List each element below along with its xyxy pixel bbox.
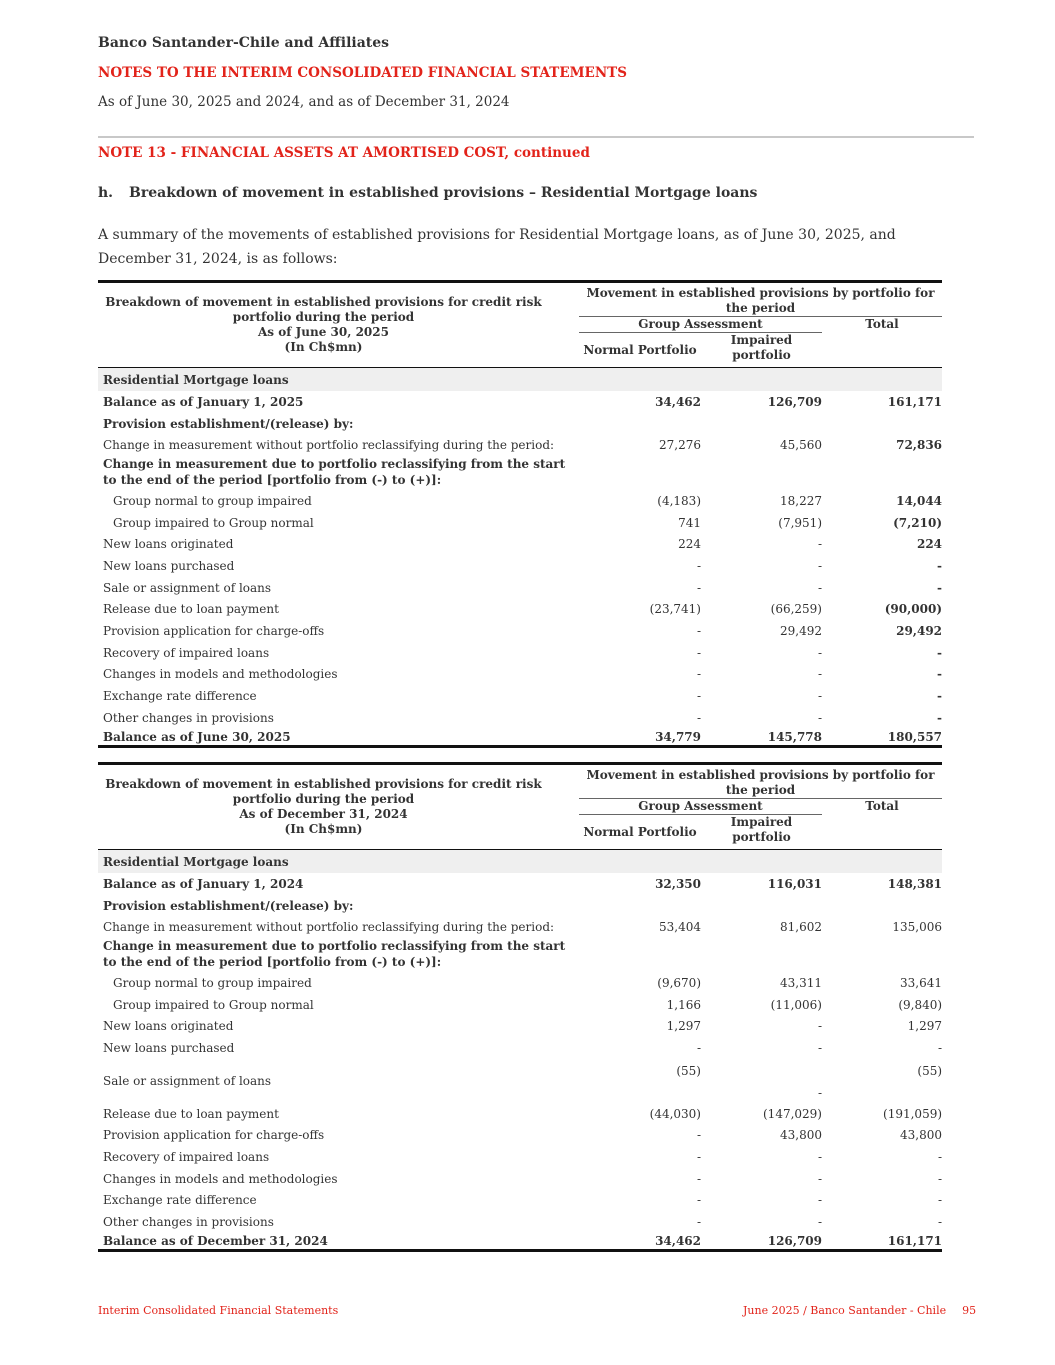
movement-header: Movement in established provisions by portfolio for the period <box>579 282 942 317</box>
total-value: (191,059) <box>883 1106 943 1121</box>
table-row <box>98 577 942 599</box>
table-row <box>98 685 942 707</box>
impaired-portfolio-header: Impaired portfolio <box>701 815 822 850</box>
table-row <box>98 599 942 621</box>
row-label: Exchange rate difference <box>103 1193 257 1208</box>
normal-value: - <box>696 1150 701 1165</box>
impaired-value: - <box>817 580 822 595</box>
page-number: 95 <box>962 1304 977 1317</box>
row-label: Group impaired to Group normal <box>113 515 314 530</box>
table-row <box>98 512 942 534</box>
impaired-value: 43,311 <box>780 975 822 990</box>
total-value: 1,297 <box>907 1019 943 1034</box>
section-title: Breakdown of movement in established provisions – Residential Mortgage loans <box>129 185 758 201</box>
normal-value: 1,297 <box>666 1019 701 1034</box>
table-row <box>98 916 942 938</box>
normal-value: 34,462 <box>579 1233 701 1251</box>
impaired-value: 116,031 <box>767 876 822 891</box>
row-label: Change in measurement due to portfolio reclassifying from the start to the end of the period [portfolio from (-) to (+)]: <box>103 457 566 488</box>
total-value: - <box>937 580 943 595</box>
section-row-label: Residential Mortgage loans <box>98 850 942 874</box>
impaired-value: - <box>817 1215 822 1230</box>
total-value: 29,492 <box>896 624 943 639</box>
table-row <box>98 972 942 994</box>
table-row <box>98 1037 942 1059</box>
row-label: Provision establishment/(release) by: <box>103 898 354 913</box>
normal-value: - <box>696 1171 701 1186</box>
provisions-table-december-2024 <box>98 762 942 1252</box>
total-value: 161,171 <box>887 394 943 409</box>
row-label: Group impaired to Group normal <box>113 997 314 1012</box>
row-label: Changes in models and methodologies <box>103 1171 338 1186</box>
total-value: 72,836 <box>896 438 943 453</box>
group-assessment-label: Group Assessment <box>579 799 822 815</box>
impaired-value: - <box>817 667 822 682</box>
impaired-value: - <box>817 537 822 552</box>
table-row <box>98 533 942 555</box>
normal-portfolio-header: Normal Portfolio <box>579 815 701 850</box>
table-row <box>98 642 942 664</box>
table-row <box>98 620 942 642</box>
normal-value: 34,779 <box>579 729 701 747</box>
row-label: Changes in models and methodologies <box>103 667 338 682</box>
impaired-value: 45,560 <box>780 438 822 453</box>
as-of-dates: As of June 30, 2025 and 2024, and as of December 31, 2024 <box>98 94 510 110</box>
total-value: (7,210) <box>893 515 943 530</box>
footer-left: Interim Consolidated Financial Statements <box>98 1304 339 1317</box>
total-value: - <box>937 1150 943 1165</box>
impaired-value: - <box>817 1019 822 1034</box>
footer-right <box>743 1304 976 1317</box>
row-label: Balance as of June 30, 2025 <box>98 729 579 747</box>
row-label: New loans originated <box>103 537 234 552</box>
table-row <box>98 1015 942 1037</box>
impaired-value: 81,602 <box>780 920 822 935</box>
table-row <box>98 994 942 1016</box>
normal-value: - <box>696 710 701 725</box>
row-label: Release due to loan payment <box>103 602 279 617</box>
row-label: Other changes in provisions <box>103 1215 274 1230</box>
footer-right-text: June 2025 / Banco Santander - Chile <box>743 1304 947 1317</box>
impaired-value: (11,006) <box>770 997 822 1012</box>
total-value: - <box>937 710 943 725</box>
impaired-value: - <box>817 1040 822 1055</box>
total-value: - <box>937 558 943 573</box>
note-title: NOTE 13 - FINANCIAL ASSETS AT AMORTISED COST, continued <box>98 145 590 161</box>
normal-value: 224 <box>678 537 701 552</box>
impaired-value: 145,778 <box>701 729 822 747</box>
row-label: Change in measurement without portfolio reclassifying during the period: <box>103 438 555 453</box>
normal-value: 34,462 <box>655 394 701 409</box>
total-value: - <box>937 667 943 682</box>
row-label: Exchange rate difference <box>103 689 257 704</box>
total-value: - <box>937 1193 943 1208</box>
total-value: 180,557 <box>822 729 942 747</box>
row-label: Group normal to group impaired <box>113 975 312 990</box>
label-line: portfolio during the period <box>232 792 415 806</box>
normal-value: (23,741) <box>649 602 701 617</box>
row-label: New loans originated <box>103 1019 234 1034</box>
group-assessment-header <box>579 799 822 816</box>
total-value: (90,000) <box>884 602 943 617</box>
total-value: 148,381 <box>887 876 943 891</box>
total-value: 135,006 <box>892 920 943 935</box>
total-value: 33,641 <box>900 975 943 990</box>
table-row <box>98 873 942 895</box>
row-label: Release due to loan payment <box>103 1106 279 1121</box>
row-label: New loans purchased <box>103 1040 235 1055</box>
normal-value: - <box>696 1193 701 1208</box>
section-row-label: Residential Mortgage loans <box>98 368 942 392</box>
notes-title: NOTES TO THE INTERIM CONSOLIDATED FINANCIAL STATEMENTS <box>98 65 627 81</box>
table-row <box>98 664 942 686</box>
impaired-value: - <box>817 710 822 725</box>
section-letter: h. <box>98 185 114 201</box>
normal-value: 53,404 <box>659 920 701 935</box>
label-line: Breakdown of movement in established provisions for credit risk <box>105 295 542 309</box>
table-row <box>98 938 942 972</box>
table-row <box>98 413 942 435</box>
table-label-header <box>98 764 579 850</box>
normal-value: - <box>696 667 701 682</box>
table-label-header <box>98 282 579 368</box>
impaired-value: 43,800 <box>780 1128 822 1143</box>
company-name: Banco Santander-Chile and Affiliates <box>98 35 390 51</box>
row-label: Change in measurement due to portfolio reclassifying from the start to the end of the period [portfolio from (-) to (+)]: <box>103 939 566 970</box>
impaired-value: - <box>817 1085 822 1100</box>
provisions-table-june-2025 <box>98 280 942 748</box>
impaired-value: (66,259) <box>770 602 822 617</box>
table-row <box>98 1190 942 1212</box>
normal-value: - <box>696 580 701 595</box>
impaired-value: 126,709 <box>701 1233 822 1251</box>
row-label: Provision establishment/(release) by: <box>103 416 354 431</box>
row-label: Balance as of January 1, 2025 <box>103 394 304 409</box>
normal-value: 1,166 <box>666 997 701 1012</box>
total-value: - <box>937 1040 943 1055</box>
normal-value: 741 <box>678 515 701 530</box>
row-label: Other changes in provisions <box>103 710 274 725</box>
normal-value: (9,670) <box>657 975 701 990</box>
total-value: (55) <box>917 1063 943 1078</box>
row-label: Sale or assignment of loans <box>103 1073 272 1088</box>
row-label: Provision application for charge-offs <box>103 1128 325 1143</box>
total-value: 161,171 <box>822 1233 942 1251</box>
normal-value: 27,276 <box>659 438 701 453</box>
impaired-value: - <box>817 1171 822 1186</box>
movement-header: Movement in established provisions by portfolio for the period <box>579 764 942 799</box>
label-line: portfolio during the period <box>232 310 415 324</box>
table-row <box>98 490 942 512</box>
impaired-value: - <box>817 645 822 660</box>
total-value: 224 <box>916 537 943 552</box>
table-row <box>98 1168 942 1190</box>
row-label: Provision application for charge-offs <box>103 624 325 639</box>
table-row <box>98 895 942 917</box>
normal-value: (55) <box>676 1063 701 1078</box>
table-row <box>98 1146 942 1168</box>
label-line: Breakdown of movement in established provisions for credit risk <box>105 777 542 791</box>
normal-value: - <box>696 1040 701 1055</box>
total-header: Total <box>822 799 942 850</box>
normal-value: - <box>696 1215 701 1230</box>
table-row-closing-balance <box>98 1233 942 1251</box>
normal-value: 32,350 <box>655 876 701 891</box>
impaired-value: 126,709 <box>767 394 822 409</box>
impaired-value: - <box>817 1193 822 1208</box>
row-label: Balance as of January 1, 2024 <box>103 876 304 891</box>
impaired-value: 18,227 <box>780 493 822 508</box>
normal-value: - <box>696 689 701 704</box>
table-row <box>98 1059 942 1103</box>
impaired-value: - <box>817 689 822 704</box>
row-label: Recovery of impaired loans <box>103 645 270 660</box>
normal-value: (4,183) <box>657 493 701 508</box>
label-line: As of June 30, 2025 <box>258 325 389 339</box>
row-label: Sale or assignment of loans <box>103 580 272 595</box>
table-row <box>98 391 942 413</box>
total-value: (9,840) <box>898 997 943 1012</box>
total-value: 14,044 <box>896 493 943 508</box>
row-label: Recovery of impaired loans <box>103 1150 270 1165</box>
group-assessment-label: Group Assessment <box>579 317 822 333</box>
normal-value: (44,030) <box>649 1106 701 1121</box>
impaired-value: (7,951) <box>778 515 822 530</box>
total-value: - <box>937 689 943 704</box>
normal-value: - <box>696 624 701 639</box>
header-divider <box>98 136 974 138</box>
impaired-value: - <box>817 1150 822 1165</box>
section-heading <box>98 185 757 201</box>
table-row-closing-balance <box>98 729 942 747</box>
total-value: - <box>937 1215 943 1230</box>
total-header: Total <box>822 317 942 368</box>
table-row <box>98 707 942 729</box>
intro-paragraph: A summary of the movements of established provisions for Residential Mortgage loans, as of June 30, 2025, and December 31, 2024, is as follows: <box>98 227 896 267</box>
impaired-value: 29,492 <box>780 624 822 639</box>
table-row <box>98 1211 942 1233</box>
impaired-value: (147,029) <box>763 1106 822 1121</box>
table-row <box>98 1103 942 1125</box>
impaired-value: - <box>817 558 822 573</box>
impaired-portfolio-header: Impaired portfolio <box>701 333 822 368</box>
label-line: (In Ch$mn) <box>284 340 363 354</box>
total-value: 43,800 <box>900 1128 943 1143</box>
normal-value: - <box>696 1128 701 1143</box>
table-row <box>98 1125 942 1147</box>
row-label: Balance as of December 31, 2024 <box>98 1233 579 1251</box>
table-row <box>98 456 942 490</box>
label-line: As of December 31, 2024 <box>239 807 408 821</box>
normal-portfolio-header: Normal Portfolio <box>579 333 701 368</box>
row-label: Change in measurement without portfolio reclassifying during the period: <box>103 920 555 935</box>
label-line: (In Ch$mn) <box>284 822 363 836</box>
row-label: Group normal to group impaired <box>113 493 312 508</box>
table-row <box>98 434 942 456</box>
normal-value: - <box>696 558 701 573</box>
table-row <box>98 555 942 577</box>
total-value: - <box>937 645 943 660</box>
group-assessment-header <box>579 317 822 334</box>
total-value: - <box>937 1171 943 1186</box>
row-label: New loans purchased <box>103 558 235 573</box>
normal-value: - <box>696 645 701 660</box>
